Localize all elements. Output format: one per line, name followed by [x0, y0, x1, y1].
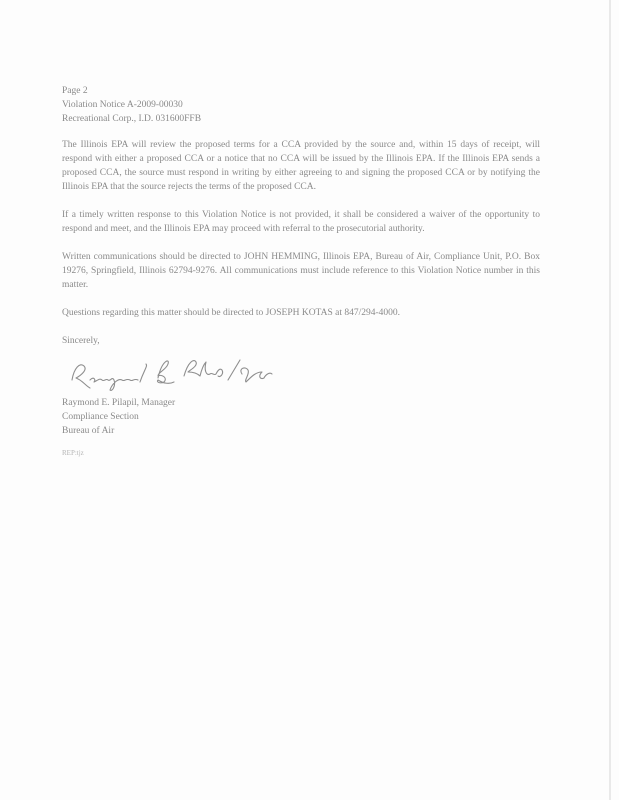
letter-body — [62, 84, 540, 467]
typist-initials: REP:tjz — [62, 449, 84, 457]
signatory-unit: Compliance Section — [62, 412, 139, 422]
signatory-name: Raymond E. Pilapil, Manager — [62, 398, 176, 408]
paragraph-cca-review: The Illinois EPA will review the proposed terms for a CCA provided by the source and, within 15 days of receipt, will respond with either a proposed CCA or a notice that no CCA will be issued by the Illinois EPA. If the Illinois EPA sends a proposed CCA, the source must respond in writing by either agreeing to and signing the proposed CCA or by notifying the Illinois EPA that the source rejects the terms of the proposed CCA. — [62, 140, 540, 192]
signature-image — [66, 350, 286, 396]
handwritten-signature — [62, 350, 540, 396]
paragraph-waiver: If a timely written response to this Violation Notice is not provided, it shall be considered a waiver of the opportunity to respond and meet, and the Illinois EPA may proceed with referral to the prosecutorial authority. — [62, 210, 540, 234]
letter-header — [62, 84, 540, 126]
page-number: Page 2 — [62, 86, 88, 96]
violation-notice-number: Violation Notice A-2009-00030 — [62, 100, 183, 110]
closing-salutation: Sincerely, — [62, 336, 100, 346]
signature-block — [62, 396, 540, 438]
facility-identifier: Recreational Corp., I.D. 031600FFB — [62, 114, 202, 124]
paragraph-questions: Questions regarding this matter should be directed to JOSEPH KOTAS at 847/294-4000. — [62, 308, 401, 318]
signatory-bureau: Bureau of Air — [62, 426, 115, 436]
page-edge-shadow — [609, 0, 611, 800]
paragraph-written-communications: Written communications should be directed to JOHN HEMMING, Illinois EPA, Bureau of Air, Compliance Unit, P.O. Box 19276, Springfield, Illinois 62794-9276. All communications must include reference to this Violation Notice number in this matter. — [62, 252, 540, 290]
